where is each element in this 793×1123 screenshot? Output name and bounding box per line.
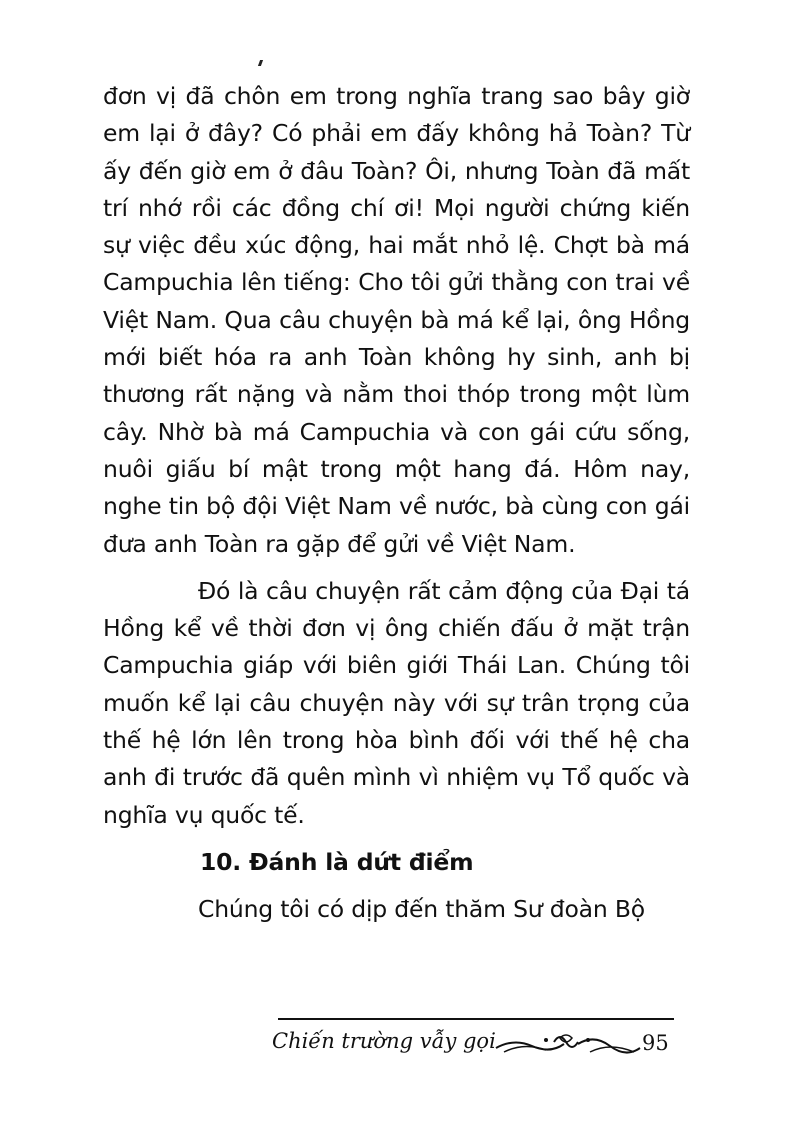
stray-mark [258, 60, 263, 66]
page-body [103, 78, 690, 929]
flourish-ornament-icon [494, 1028, 644, 1062]
paragraph-1: đơn vị đã chôn em trong nghĩa trang sao bây giờ em lại ở đây? Có phải em đấy không hả Toàn? Từ ấy đến giờ em ở đâu Toàn? Ôi, nhưng Toàn đã mất trí nhớ rồi các đồng chí ơi! Mọi người chứng kiến sự việc đều xúc động, hai mắt nhỏ lệ. Chợt bà má Campuchia lên tiếng: Cho tôi gửi thằng con trai về Việt Nam. Qua câu chuyện bà má kể lại, ông Hồng mới biết hóa ra anh Toàn không hy sinh, anh bị thương rất nặng và nằm thoi thóp trong một lùm cây. Nhờ bà má Campuchia và con gái cứu sống, nuôi giấu bí mật trong một hang đá. Hôm nay, nghe tin bộ đội Việt Nam về nước, bà cùng con gái đưa anh Toàn ra gặp để gửi về Việt Nam. [103, 82, 690, 558]
page-footer [272, 1016, 682, 1066]
page-number: 95 [642, 1031, 669, 1055]
footer-rule [278, 1018, 674, 1020]
section-heading: 10. Đánh là dứt điểm [200, 847, 474, 876]
paragraph-3: Chúng tôi có dịp đến thăm Sư đoàn Bộ [198, 895, 645, 924]
paragraph-2: Đó là câu chuyện rất cảm động của Đại tá Hồng kể về thời đơn vị ông chiến đấu ở mặt trận Campuchia giáp với biên giới Thái Lan. Chúng tôi muốn kể lại câu chuyện này với sự trân trọng của thế hệ lớn lên trong hòa bình đối với thế hệ cha anh đi trước đã quên mình vì nhiệm vụ Tổ quốc và nghĩa vụ quốc tế. [103, 576, 690, 829]
book-title: Chiến trường vẫy gọi [272, 1029, 496, 1053]
